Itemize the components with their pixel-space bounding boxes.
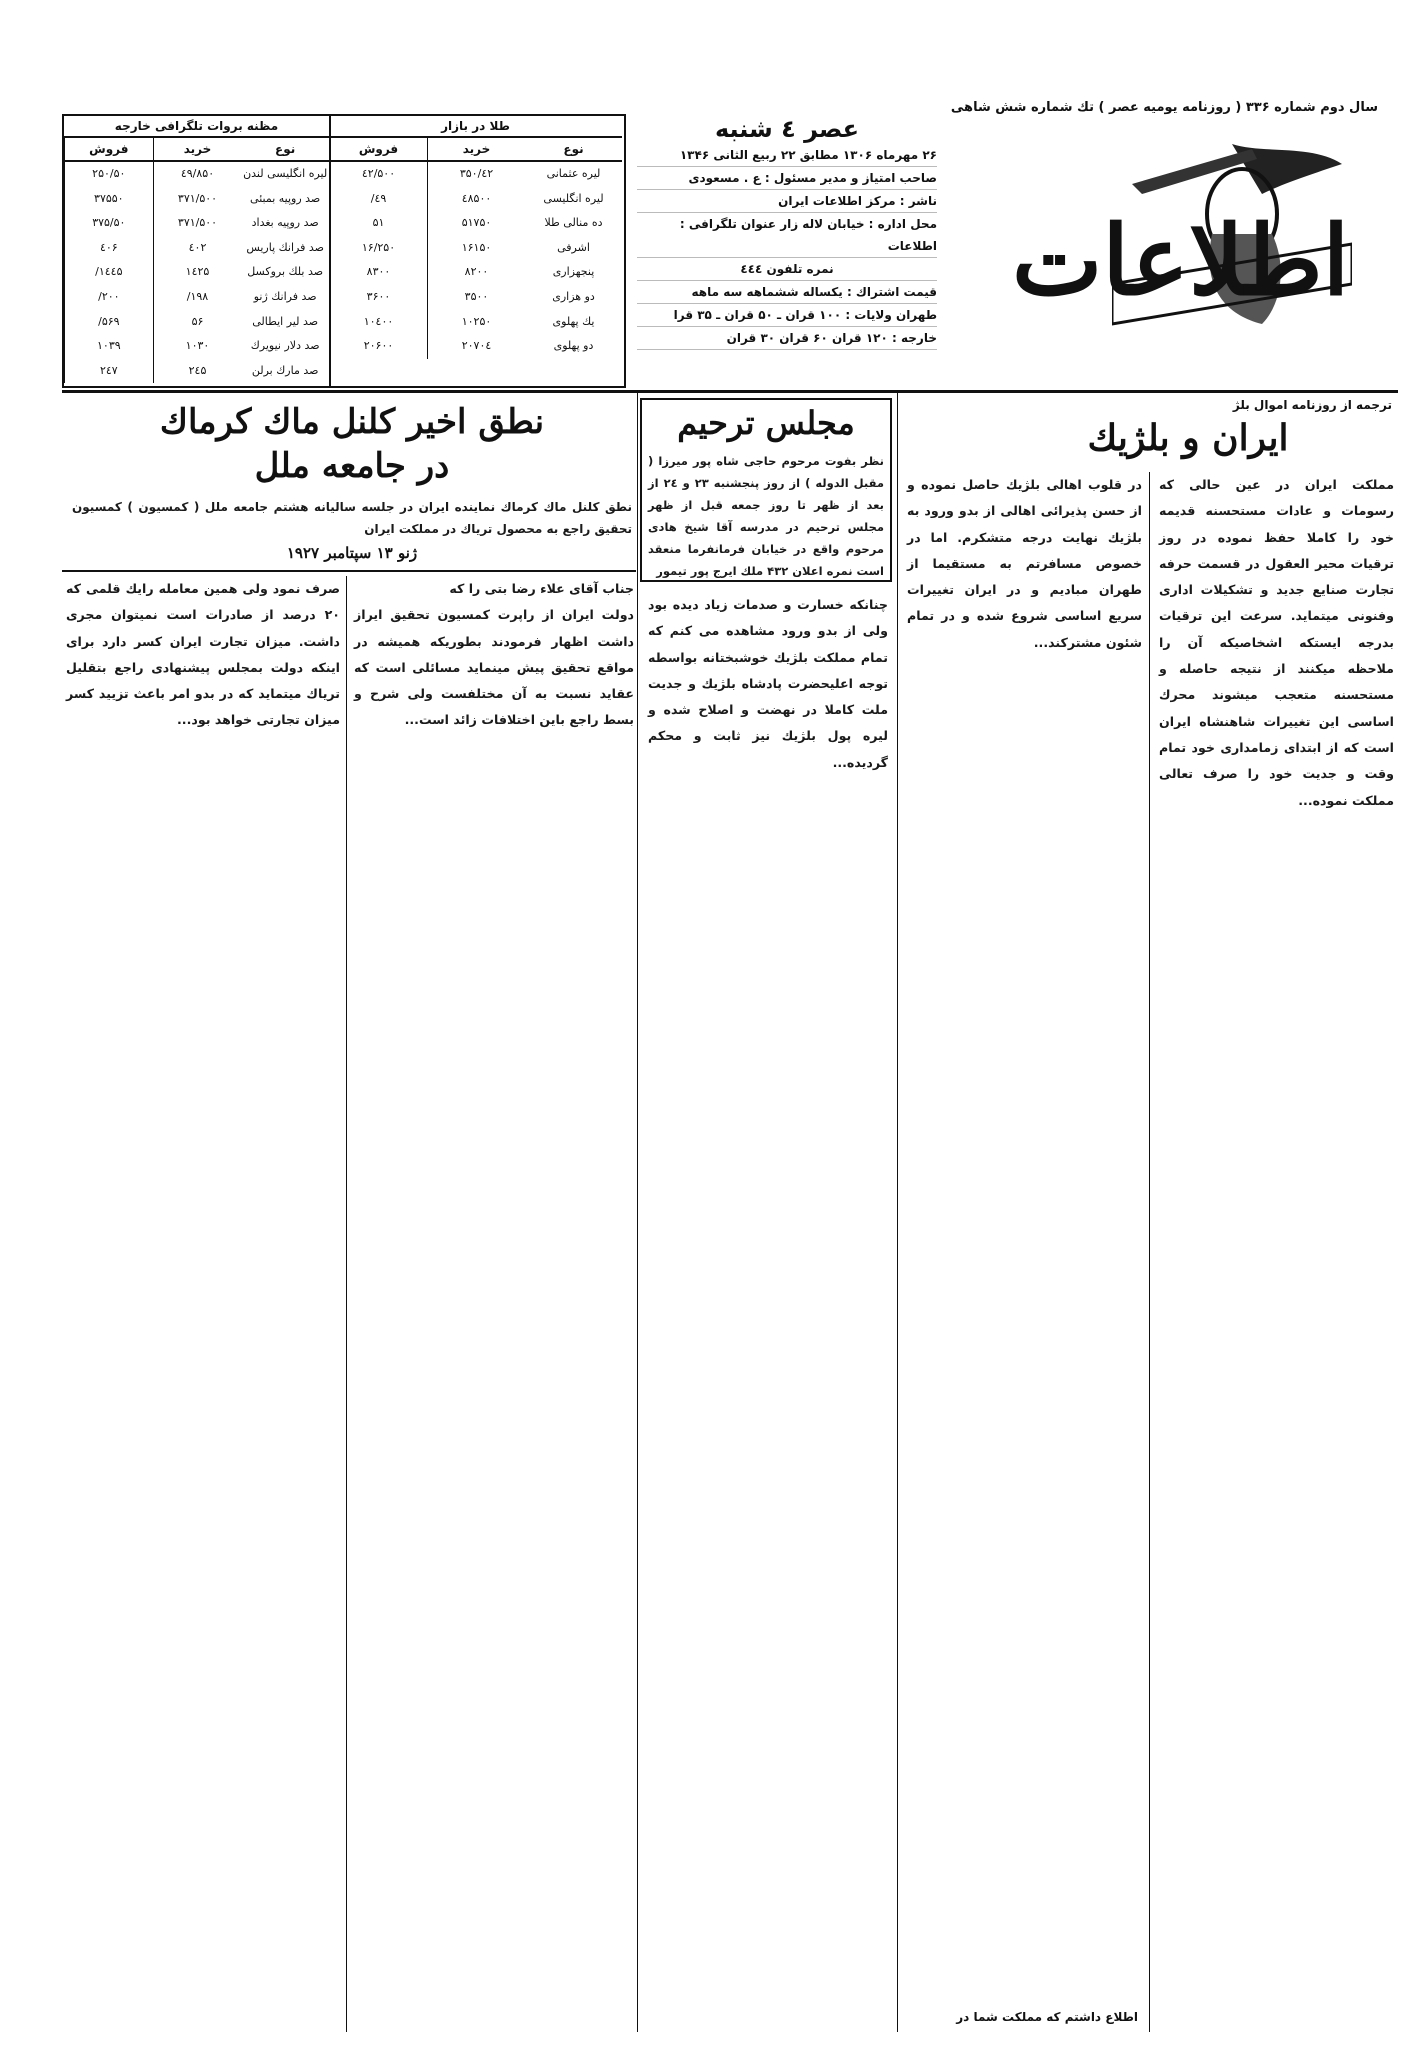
article-text: دولت ایران از راپرت کمسیون تحقیق ایراز داشت اظهار فرمودند بطوریکه همیشه در مواقع تحقیق پیش مینماید مسائلی است که عقاید نسبت به آن مختلفست ولی شرح و بسط راجع باین اختلافات زائد است... (354, 607, 634, 728)
table-row: صد روپیه بمبئی ٣۷۱/۵٠٠ ٣۷۵۵٠ (64, 187, 329, 212)
subscription-abroad: خارجه : ۱۲۰ قران ۶۰ قران ۳۰ قران (637, 327, 937, 350)
phone-line: نمره تلفون ٤٤٤ (637, 258, 937, 281)
article-text: صرف نمود ولی همین معامله رایك قلمی که ۲٠ درصد از صادرات است نمیتوان مجری داشت. میزان تجارت ایران کسر دارد برای اینکه دولت بمجلس پیشنهادی راجع بتقلیل تریاك میتماید که در بدو امر باعث تزیید کسر میزان تجارتی خواهد بود... (66, 581, 340, 728)
subscription-header: قیمت اشتراك : یکساله ششماهه سه ماهه (637, 281, 937, 304)
article-subhead: نطق کلنل ماك کرماك نماینده ایران در جلسه سالیانه هشتم جامعه ملل ( کمسیون ) کمسیون تحقیق راجع به محصول تریاك در مملکت ایران (72, 500, 632, 536)
article-lead: جناب آقای علاء رضا بتی را که (449, 581, 634, 596)
article-column (907, 472, 1142, 2032)
market-tables (62, 114, 626, 388)
column-header: خرید (427, 138, 525, 160)
article-column (1159, 472, 1394, 2032)
column-header: نوع (563, 142, 584, 156)
table-row: صد دلار نیویرك ۱٠٣٠ ۱٠٣۹ (64, 334, 329, 359)
article-column (354, 576, 634, 2032)
table-row: دو هزاری ٣۵٠٠ ٣۶٠٠ (329, 285, 622, 310)
gold-table-caption: طلا در بازار (329, 116, 622, 138)
table-row: صد مارك برلن ۲٤۵ ۲٤۷ (64, 359, 329, 384)
office-line: محل اداره : خیابان لاله زار عنوان تلگرافی : اطلاعات (637, 213, 937, 258)
article-text: در قلوب اهالی بلژیك حاصل نموده و از حسن پذیرائی اهالی از بدو ورود به بلژیك نهایت درجه متشکرم. اما در خصوص مسافرتم به مستقیما از طهران مبادیم و در ایران تغییرات سریع اساسی شروع شده و در تمام شئون مشترکند... (907, 477, 1142, 650)
logo-title: اطلاعات (1012, 204, 1350, 317)
column-divider (346, 576, 347, 2032)
footer-line: اطلاع داشتم که مملکت شما در (956, 2010, 1138, 2024)
table-row: لیره عثمانی ٤۲/٣۵٠ ٤۲/۵٠٠ (329, 162, 622, 187)
article-text: چنانکه خسارت و صدمات زیاد دیده بود ولی از بدو ورود مشاهده می کنم که تمام مملکت بلژیك خوشبختانه بواسطه توجه اعلیحضرت پادشاه بلژیك و جدیت ملت کاملا در نهضت و اصلاح شده و لیره پول بلژیك نیز ثابت و محکم گردیده... (648, 597, 888, 770)
day-title: عصر ٤ شنبه (714, 115, 860, 143)
column-header: نوع (275, 142, 296, 156)
table-row: صد بلك بروکسل ۱٤۲۵ ۱٤٤۵/ (64, 260, 329, 285)
subhead-divider (62, 570, 636, 572)
fx-table-caption: مظنه بروات تلگرافی خارجه (64, 116, 329, 138)
table-row: صد لیر ایطالی ۵۶ ۵۶۹/ (64, 310, 329, 335)
issue-info: سال دوم شماره ۳۳۶ ( روزنامه یومیه عصر ) تك شماره شش شاهی (950, 100, 1378, 115)
date-line: ۲۶ مهرماه ۱۳۰۶ مطابق ۲۲ ربیع الثانی ۱۳۴۶ (637, 144, 937, 167)
table-row: یك پهلوی ۱٠۲۵٠ ۱٠٤٠٠ (329, 310, 622, 335)
headline-line: نطق اخیر کلنل ماك کرماك (159, 402, 545, 442)
subscription-tehran: طهران ولایات : ۱۰۰ قران ـ ۵۰ قران ـ ۳۵ قرا (637, 304, 937, 327)
table-row: صد فرانك پاریس ٤٠۲ ٤٠۶ (64, 236, 329, 261)
column-divider (1149, 472, 1150, 2032)
fx-table-header (64, 138, 329, 162)
table-row: اشرفی ۱۶۱۵٠ ۱۶/۲۵٠ (329, 236, 622, 261)
article-dateline: ژنو ۱۳ سپتامبر ۱۹۲۷ (286, 544, 418, 562)
column-header: فروش (329, 138, 427, 160)
gold-table-header (329, 138, 622, 162)
newspaper-page (62, 92, 1398, 2032)
publisher-line: ناشر : مرکز اطلاعات ایران (637, 190, 937, 213)
table-row: صد روپیه بغداد ٣۷۱/۵٠٠ ٣۷۵/۵٠ (64, 211, 329, 236)
column-header: فروش (64, 138, 153, 160)
article-column (66, 576, 340, 2032)
column-divider (637, 392, 638, 2032)
table-row: لیره انگلیسی ٤۸۵٠٠ ٤۹/ (329, 187, 622, 212)
table-row: ده منالی طلا ۵۱۷۵٠ ۵۱ (329, 211, 622, 236)
column-divider (897, 392, 898, 2032)
masthead-divider (62, 390, 1398, 393)
article-column (648, 592, 888, 2032)
fx-rates-table (64, 116, 331, 386)
column-header: خرید (153, 138, 242, 160)
newspaper-logo (962, 114, 1398, 384)
table-row: صد فرانك ژنو ۱۹۸/ ۲٠٠/ (64, 285, 329, 310)
owner-line: صاحب امتیاز و مدیر مسئول : ع . مسعودی (637, 167, 937, 190)
headline-majlis-tarhim: مجلس ترحیم (677, 404, 855, 442)
publication-info (637, 114, 937, 384)
gold-prices-table (329, 116, 622, 386)
headline-line: در جامعه ملل (254, 446, 450, 486)
masthead (62, 92, 1398, 384)
article-text: مملکت ایران در عین حالی که رسومات و عادات مستحسنه قدیمه خود را کاملا حفظ نموده در روز ترقیات محیر العقول در قسمت حرفه تجارت صنایع جدید و تشکیلات اداری وفنونی میتماید. سرعت این ترقیات بدرجه ایستکه اشخاصیکه آن را ملاحظه میکنند از نتیجه حاصله و مستحسنه متعجب میشوند محرك اساسی این تغییرات شاهنشاه ایران است که از ابتدای زمامداری خود تمام وقت و جدیت خود را صرف تعالی مملکت نموده... (1159, 477, 1394, 808)
table-row: پنجهزاری ۸۲٠٠ ۸٣٠٠ (329, 260, 622, 285)
headline-maccormack (72, 400, 632, 488)
headline-iran-belgium: ایران و بلژیك (1087, 417, 1289, 459)
notice-text: نظر بفوت مرحوم حاجی شاه پور میرزا ( مقبل الدوله ) از روز پنجشنبه ۲۳ و ۲٤ از بعد از ظهر تا روز جمعه قبل از ظهر مجلس ترحیم در مدرسه آقا شیخ هادی مرحوم واقع در خیابان فرمانفرما منعقد است نمره اعلان ۴۳۲ ملك ایرج پور تیمور (648, 454, 885, 578)
table-row: دو پهلوی ۲٠۷٠٤ ۲٠۶٠٠ (329, 334, 622, 359)
table-row: لیره انگلیسی لندن ٤۹/۸۵٠ ۵٠/۲۵٠ (64, 162, 329, 187)
article-kicker: ترجمه از روزنامه اموال بلژ (1232, 398, 1392, 412)
notice-box (640, 398, 892, 582)
